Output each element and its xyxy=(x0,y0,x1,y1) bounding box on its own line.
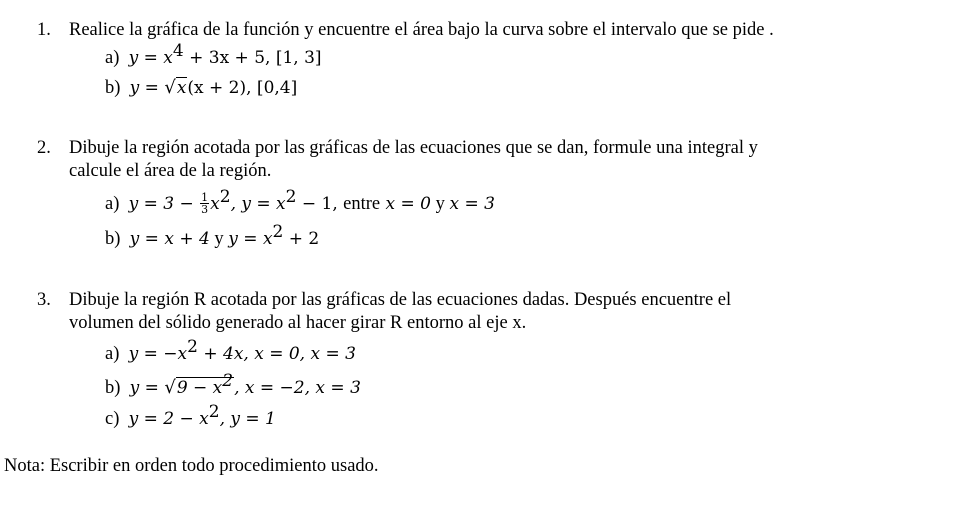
item-label: b) xyxy=(105,229,121,249)
problem-2b: b) y = x + 4 y $y = x^2 + 2$ xyxy=(105,222,320,249)
problem-3c: c) $y = 2 - x^2$, y = 1 xyxy=(105,402,276,429)
problem-3b: b) $y = √9 - x^2$, x = −2, x = 3 xyxy=(105,371,361,398)
fraction-one-third: $\frac{1}{3}$ xyxy=(201,191,209,217)
item-label: a) xyxy=(105,48,120,68)
problem-3a: a) $y = -x^2 + 4x$, x = 0, x = 3 xyxy=(105,337,356,364)
item-label: b) xyxy=(105,378,121,398)
item-label: a) xyxy=(105,344,120,364)
problem-2a: a) y = 3 − $\frac{1}{3}$ $x^2$, $y = x^2 - 1$, entre x = 0 y x = 3 xyxy=(105,187,495,217)
problem-1b: b) y = √x(x + 2), [0,4] xyxy=(105,77,298,98)
problem-1a: a) $y = x^4 + 3x + 5$, [1, 3] xyxy=(105,41,322,68)
problem-2-number: 2. xyxy=(37,138,51,158)
item-label: a) xyxy=(105,194,120,214)
problem-2-text-line-2: calcule el área de la región. xyxy=(69,161,272,181)
problem-1-number: 1. xyxy=(37,20,51,40)
problem-3-number: 3. xyxy=(37,290,51,310)
note-text: Nota: Escribir en orden todo procedimiento usado. xyxy=(4,456,379,476)
item-label: c) xyxy=(105,409,120,429)
item-label: b) xyxy=(105,78,121,98)
sqrt-expression: $√9 - x^2$ xyxy=(164,371,234,398)
sqrt-expression: √x xyxy=(164,77,187,98)
problem-1-text: Realice la gráfica de la función y encuentre el área bajo la curva sobre el intervalo que se pide . xyxy=(69,20,774,40)
problem-3-text-line-1: Dibuje la región R acotada por las gráficas de las ecuaciones dadas. Después encuentre el xyxy=(69,290,732,310)
problem-2-text-line-1: Dibuje la región acotada por las gráficas de las ecuaciones que se dan, formule una integral y xyxy=(69,138,758,158)
problem-3-text-line-2: volumen del sólido generado al hacer girar R entorno al eje x. xyxy=(69,313,527,333)
